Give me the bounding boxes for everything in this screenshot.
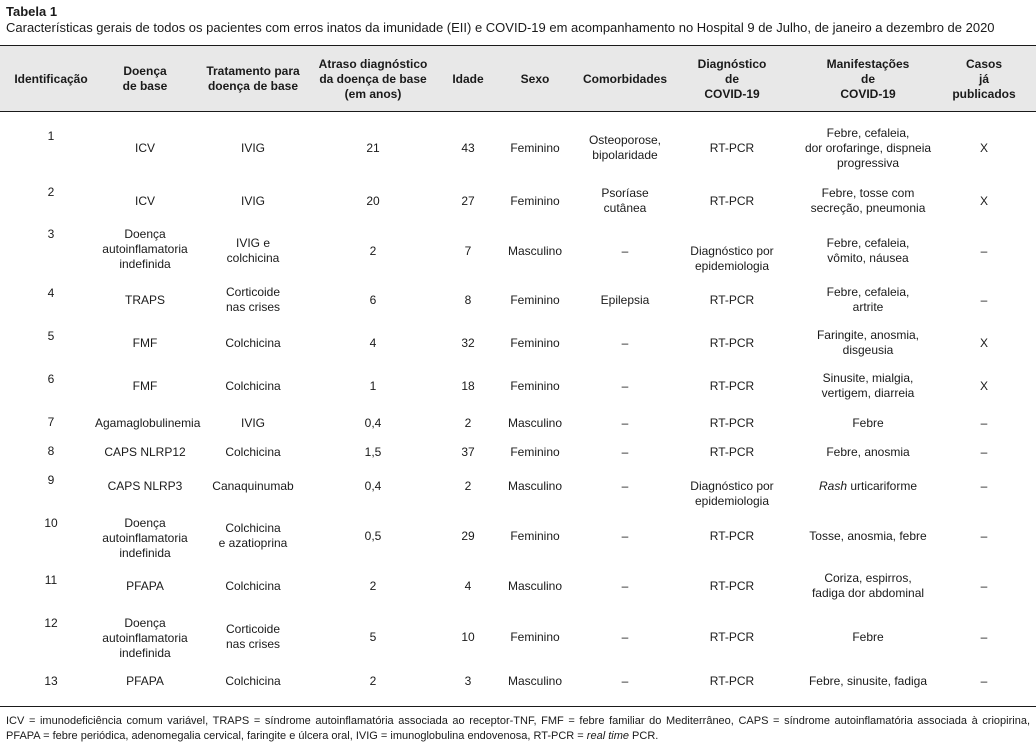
cell-sex: Feminino <box>510 336 560 350</box>
cell-comorb: – <box>621 479 629 493</box>
cell-delay: 5 <box>369 630 377 644</box>
cell-manif: Febre, tosse com secreção, pneumonia <box>810 186 926 215</box>
cell-diag: RT-PCR <box>709 529 755 543</box>
cell-pub: – <box>980 630 988 644</box>
cell-comorb: – <box>621 674 629 688</box>
cell-sex: Masculino <box>507 674 563 688</box>
cell-manif: Febre, cefaleia, artrite <box>826 285 910 314</box>
cell-delay: 21 <box>366 141 380 155</box>
cell-id: 9 <box>47 473 55 487</box>
cell-age: 37 <box>461 445 475 459</box>
cell-pub: – <box>980 445 988 459</box>
bottom-rule <box>0 706 1036 707</box>
cell-sex: Feminino <box>510 194 560 208</box>
cell-pub: – <box>980 579 988 593</box>
cell-treatment: Colchicina e azatioprina <box>218 521 288 550</box>
header-treatment: Tratamento para doença de base <box>206 64 300 93</box>
cell-treatment: Corticoide nas crises <box>225 285 281 314</box>
cell-id: 5 <box>47 329 55 343</box>
cell-sex: Masculino <box>507 579 563 593</box>
cell-disease: FMF <box>132 336 158 350</box>
cell-pub: – <box>980 244 988 258</box>
cell-delay: 20 <box>366 194 380 208</box>
cell-pub: – <box>980 479 988 493</box>
cell-id: 3 <box>47 227 55 241</box>
cell-manif: Febre, cefaleia, dor orofaringe, dispneia progressiva <box>804 126 932 170</box>
header-delay: Atraso diagnóstico da doença de base (em anos) <box>318 56 428 101</box>
cell-delay: 0,4 <box>364 479 382 493</box>
cell-comorb: – <box>621 445 629 459</box>
cell-comorb: – <box>621 529 629 543</box>
cell-pub: X <box>979 379 988 393</box>
cell-disease: ICV <box>134 141 155 155</box>
cell-diag: RT-PCR <box>709 194 755 208</box>
cell-disease: CAPS NLRP3 <box>107 479 183 493</box>
cell-disease: FMF <box>132 379 158 393</box>
cell-age: 4 <box>464 579 472 593</box>
header-rule <box>0 111 1036 112</box>
cell-manif: Rash urticariforme <box>818 479 918 493</box>
cell-id: 11 <box>44 573 58 587</box>
cell-age: 3 <box>464 674 472 688</box>
cell-treatment: IVIG <box>240 416 265 430</box>
cell-sex: Feminino <box>510 141 560 155</box>
cell-id: 8 <box>47 444 55 458</box>
cell-id: 13 <box>44 674 58 688</box>
header-sex: Sexo <box>520 71 550 86</box>
cell-diag: RT-PCR <box>709 674 755 688</box>
cell-manif: Faringite, anosmia, disgeusia <box>816 328 920 357</box>
cell-delay: 1 <box>369 379 377 393</box>
cell-sex: Feminino <box>510 529 560 543</box>
cell-disease: PFAPA <box>126 579 164 593</box>
cell-age: 10 <box>461 630 475 644</box>
cell-diag: RT-PCR <box>709 445 755 459</box>
cell-age: 8 <box>464 293 472 307</box>
cell-sex: Feminino <box>510 630 560 644</box>
header-diag: Diagnóstico de COVID-19 <box>697 56 767 101</box>
cell-diag: RT-PCR <box>709 293 755 307</box>
header-comorb: Comorbidades <box>582 71 667 86</box>
cell-age: 29 <box>461 529 475 543</box>
cell-pub: – <box>980 529 988 543</box>
cell-id: 2 <box>47 185 55 199</box>
cell-comorb: – <box>621 579 629 593</box>
header-disease: Doença de base <box>122 64 168 93</box>
cell-age: 43 <box>461 141 475 155</box>
cell-treatment: IVIG e colchicina <box>226 236 280 265</box>
cell-manif: Sinusite, mialgia, vertigem, diarreia <box>821 371 915 400</box>
cell-delay: 2 <box>369 579 377 593</box>
cell-delay: 0,5 <box>364 529 382 543</box>
header-pub: Casos já publicados <box>952 56 1016 101</box>
cell-treatment: Canaquinumab <box>212 479 294 493</box>
cell-manif: Febre, anosmia <box>826 445 910 459</box>
top-rule <box>0 45 1036 46</box>
cell-disease: Doença autoinflamatoria indefinida <box>102 516 188 560</box>
cell-delay: 2 <box>369 244 377 258</box>
cell-diag: RT-PCR <box>709 579 755 593</box>
cell-manif: Febre <box>852 630 884 644</box>
cell-treatment: Colchicina <box>225 674 281 688</box>
cell-comorb: Osteoporose, bipolaridade <box>588 133 662 162</box>
cell-id: 6 <box>47 372 55 386</box>
cell-id: 10 <box>44 516 58 530</box>
cell-sex: Masculino <box>507 479 563 493</box>
cell-comorb: – <box>621 416 629 430</box>
cell-treatment: IVIG <box>240 194 265 208</box>
cell-comorb: – <box>621 379 629 393</box>
cell-diag: RT-PCR <box>709 379 755 393</box>
cell-id: 4 <box>47 286 55 300</box>
cell-diag: RT-PCR <box>709 141 755 155</box>
cell-disease: ICV <box>134 194 155 208</box>
cell-treatment: Colchicina <box>225 445 281 459</box>
cell-sex: Masculino <box>507 416 563 430</box>
header-id: Identificação <box>14 71 88 86</box>
cell-sex: Feminino <box>510 293 560 307</box>
cell-age: 2 <box>464 479 472 493</box>
footnote: ICV = imunodeficiência comum variável, TRAPS = síndrome autoinflamatória associada ao receptor-TNF, FMF = febre familiar do Mediterrâneo, CAPS = síndrome autoinflamatória associada à criopirina, PFAPA = febre periódica, adenomegalia cervical, faringite e úlcera oral, IVIG = imunoglobulina endovenosa, RT-PCR = real time PCR. <box>6 715 1030 742</box>
cell-treatment: Corticoide nas crises <box>225 622 281 651</box>
cell-id: 7 <box>47 415 55 429</box>
cell-pub: – <box>980 674 988 688</box>
cell-delay: 6 <box>369 293 377 307</box>
cell-manif: Febre, sinusite, fadiga <box>808 674 928 688</box>
cell-age: 2 <box>464 416 472 430</box>
cell-delay: 0,4 <box>364 416 382 430</box>
cell-comorb: Psoríase cutânea <box>601 186 649 215</box>
cell-disease: CAPS NLRP12 <box>104 445 186 459</box>
cell-pub: X <box>979 194 988 208</box>
cell-manif: Febre <box>852 416 884 430</box>
cell-pub: – <box>980 293 988 307</box>
table-caption: Características gerais de todos os pacientes com erros inatos da imunidade (EII) e COVID-19 em acompanhamento no Hospital 9 de Julho, de janeiro a dezembro de 2020 <box>6 20 995 35</box>
cell-comorb: – <box>621 630 629 644</box>
cell-delay: 4 <box>369 336 377 350</box>
cell-pub: X <box>979 141 988 155</box>
cell-diag: RT-PCR <box>709 416 755 430</box>
cell-pub: X <box>979 336 988 350</box>
cell-diag: RT-PCR <box>709 630 755 644</box>
cell-diag: RT-PCR <box>709 336 755 350</box>
cell-id: 1 <box>47 129 55 143</box>
cell-diag: Diagnóstico por epidemiologia <box>690 479 774 508</box>
header-age: Idade <box>452 71 484 86</box>
cell-manif: Coriza, espirros, fadiga dor abdominal <box>811 571 925 600</box>
cell-manif: Febre, cefaleia, vômito, náusea <box>826 236 910 265</box>
cell-diag: Diagnóstico por epidemiologia <box>690 244 774 273</box>
cell-comorb: – <box>621 336 629 350</box>
cell-age: 27 <box>461 194 475 208</box>
cell-treatment: Colchicina <box>225 336 281 350</box>
cell-disease: Doença autoinflamatoria indefinida <box>102 227 188 271</box>
cell-age: 18 <box>461 379 475 393</box>
cell-sex: Feminino <box>510 379 560 393</box>
cell-comorb: – <box>621 244 629 258</box>
cell-treatment: Colchicina <box>225 579 281 593</box>
header-manif: Manifestações de COVID-19 <box>826 56 910 101</box>
cell-age: 7 <box>464 244 472 258</box>
cell-age: 32 <box>461 336 475 350</box>
cell-pub: – <box>980 416 988 430</box>
cell-treatment: IVIG <box>240 141 265 155</box>
cell-id: 12 <box>44 616 58 630</box>
table-title: Tabela 1 <box>6 4 58 19</box>
cell-delay: 1,5 <box>364 445 382 459</box>
cell-sex: Feminino <box>510 445 560 459</box>
cell-delay: 2 <box>369 674 377 688</box>
cell-disease: PFAPA <box>126 674 164 688</box>
cell-sex: Masculino <box>507 244 563 258</box>
cell-manif: Tosse, anosmia, febre <box>809 529 927 543</box>
cell-disease: TRAPS <box>124 293 165 307</box>
cell-comorb: Epilepsia <box>600 293 650 307</box>
cell-disease: Agamaglobulinemia <box>95 416 201 430</box>
cell-disease: Doença autoinflamatoria indefinida <box>102 616 188 660</box>
cell-treatment: Colchicina <box>225 379 281 393</box>
